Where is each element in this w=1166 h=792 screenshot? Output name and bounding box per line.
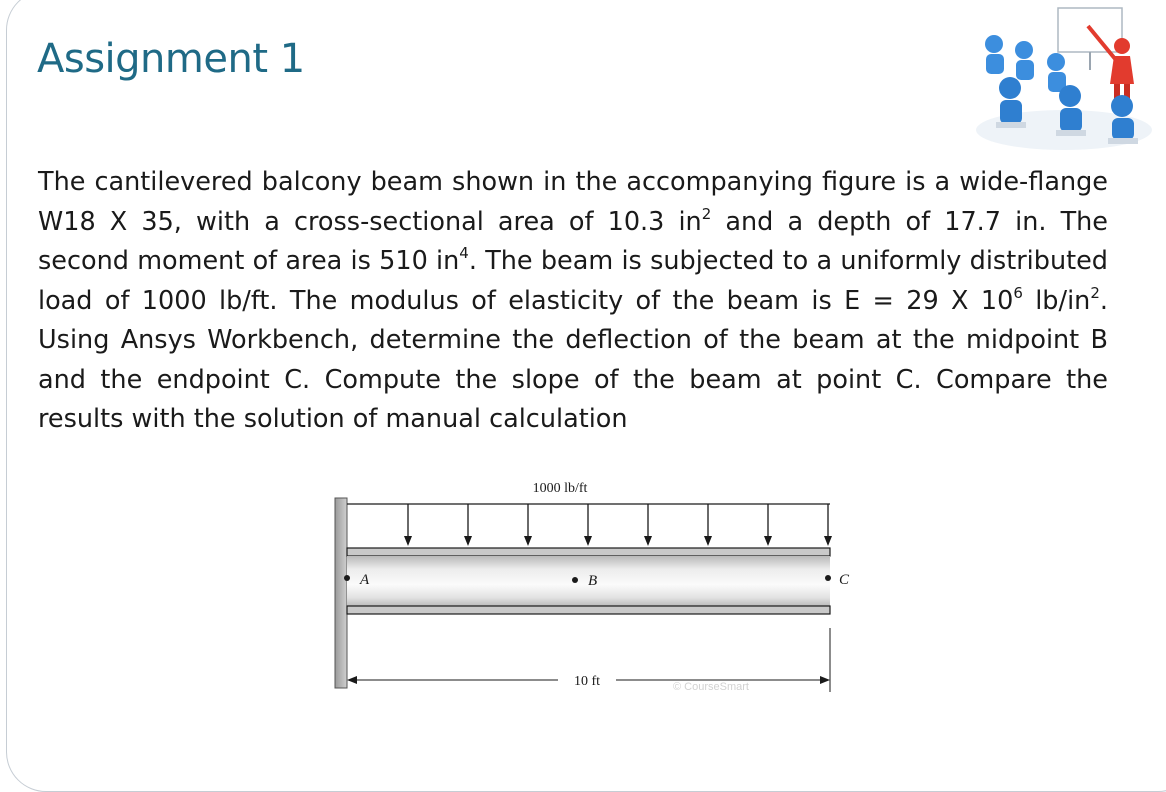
superscript-area: 2 [701,204,712,223]
load-arrow-head [524,536,532,546]
point-a-label: A [360,572,370,588]
load-arrows [404,504,832,546]
point-c-label: C [839,572,850,588]
point-b-dot [572,577,578,583]
dimension-arrow-left [347,676,357,684]
statement-part-4: lb/in [1022,285,1091,316]
load-arrow-head [824,536,832,546]
wall-support [335,498,347,688]
load-arrow-head [764,536,772,546]
statement-part-2: and a depth of 17.7 in. The second moment of area is 510 in [38,206,1108,276]
statement-part-3: . The beam is subjected to a uniformly distributed load of 1000 lb/ft. The modulus of elasticity of the beam is E = 29 X 10 [38,246,1108,316]
point-c-dot [825,575,831,581]
load-label: 1000 lb/ft [532,481,588,496]
classroom-clipart [972,4,1158,154]
statement-part-1: The cantilevered balcony beam shown in the accompanying figure is a wide-flange W18 X 35, with a cross-sectional area of 10.3 in [38,167,1108,237]
watermark: © CourseSmart [673,681,749,693]
superscript-moment: 4 [459,244,469,262]
problem-statement [38,163,1108,440]
beam-top-flange [347,548,830,556]
dimension-arrow-right [820,676,830,684]
beam-bottom-flange [347,606,830,614]
span-label: 10 ft [573,674,601,689]
load-arrow-head [464,536,472,546]
load-arrow-head [644,536,652,546]
cantilever-beam-figure [330,468,850,708]
load-arrow-head [584,536,592,546]
load-arrow-head [404,536,412,546]
point-b-label: B [588,573,598,589]
statement-part-5: . Using Ansys Workbench, determine the deflection of the beam at the midpoint B and the endpoint C. Compute the slope of the beam at point C. Compare the results with the solution of manual calculation [38,285,1108,434]
point-a-dot [344,575,350,581]
load-arrow-head [704,536,712,546]
superscript-exponent: 6 [1013,283,1023,302]
superscript-modulus: 2 [1090,283,1100,302]
slide-title: Assignment 1 [37,36,305,82]
